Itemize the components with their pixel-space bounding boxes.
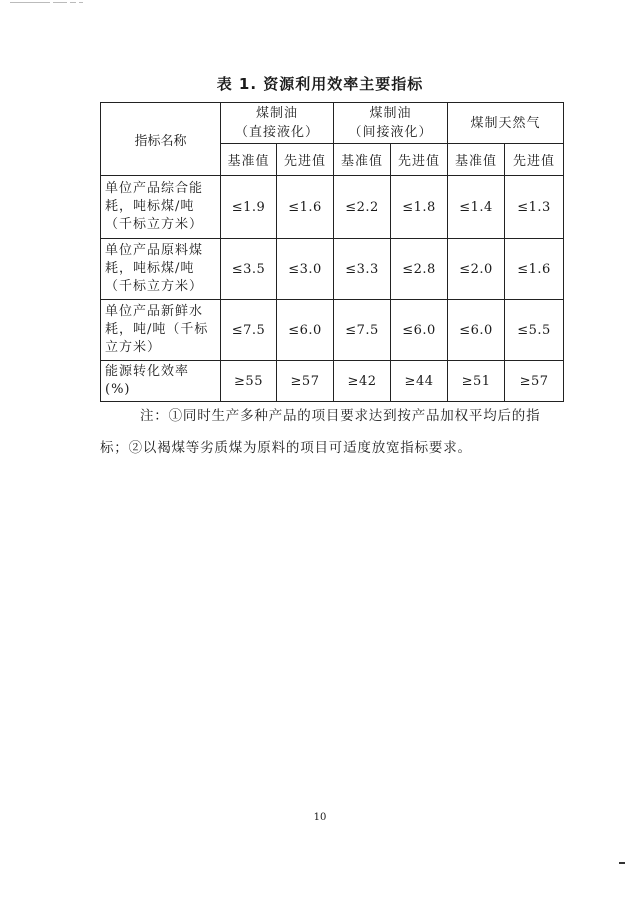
table-cell: ≤1.8 xyxy=(391,176,448,239)
table-cell: ≤2.8 xyxy=(391,239,448,300)
sub-header: 基准值 xyxy=(334,144,391,176)
table-title: 表 1. 资源利用效率主要指标 xyxy=(216,75,424,93)
table-cell: ≤7.5 xyxy=(221,300,277,361)
row-label-line: （千标立方米） xyxy=(105,217,204,232)
group-header-line2: （直接液化） xyxy=(235,125,320,140)
table-cell: ≤3.5 xyxy=(221,239,277,300)
sub-header: 基准值 xyxy=(448,144,505,176)
table-cell: ≤6.0 xyxy=(448,300,505,361)
row-label xyxy=(101,176,221,239)
table-cell: ≥57 xyxy=(277,361,334,402)
table-cell: ≤3.3 xyxy=(334,239,391,300)
group-header-line1: 煤制油 xyxy=(256,106,299,121)
table-row xyxy=(101,300,564,361)
scan-edge-mark xyxy=(10,2,100,6)
table-row xyxy=(101,361,564,402)
sub-header: 基准值 xyxy=(221,144,277,176)
table-cell: ≤1.4 xyxy=(448,176,505,239)
table-cell: ≥51 xyxy=(448,361,505,402)
table-cell: ≤2.0 xyxy=(448,239,505,300)
note-line-1: 注：①同时生产多种产品的项目要求达到按产品加权平均后的指 xyxy=(140,408,541,424)
table-cell: ≥57 xyxy=(505,361,564,402)
group-header-gas xyxy=(448,103,564,144)
scan-edge-tick xyxy=(619,862,625,864)
sub-header: 先进值 xyxy=(277,144,334,176)
row-label-line: 耗，吨/吨（千标 xyxy=(105,322,209,337)
table-cell: ≤6.0 xyxy=(391,300,448,361)
group-header-line2: （间接液化） xyxy=(348,125,433,140)
row-label xyxy=(101,239,221,300)
row-label-line: 单位产品原料煤 xyxy=(105,243,204,258)
row-label xyxy=(101,300,221,361)
table-cell: ≤3.0 xyxy=(277,239,334,300)
row-label-line: 耗，吨标煤/吨 xyxy=(105,199,195,214)
table-cell: ≤7.5 xyxy=(334,300,391,361)
group-header-direct xyxy=(221,103,334,144)
table-cell: ≤5.5 xyxy=(505,300,564,361)
sub-header: 先进值 xyxy=(391,144,448,176)
group-header-line1: 煤制天然气 xyxy=(470,115,541,131)
sub-header: 先进值 xyxy=(505,144,564,176)
page-number: 10 xyxy=(313,812,327,823)
row-label xyxy=(101,361,221,402)
group-header-line1: 煤制油 xyxy=(369,106,412,121)
table-cell: ≥44 xyxy=(391,361,448,402)
table-notes xyxy=(100,400,570,464)
row-label-line: 耗，吨标煤/吨 xyxy=(105,261,195,276)
table-cell: ≤1.3 xyxy=(505,176,564,239)
corner-header: 指标名称 xyxy=(101,103,221,176)
table-cell: ≤2.2 xyxy=(334,176,391,239)
row-label-line: 能源转化效率 xyxy=(105,364,190,379)
table-cell: ≥55 xyxy=(221,361,277,402)
table-row xyxy=(101,239,564,300)
table-cell: ≤1.9 xyxy=(221,176,277,239)
table-cell: ≤1.6 xyxy=(505,239,564,300)
table-cell: ≥42 xyxy=(334,361,391,402)
efficiency-table xyxy=(100,102,564,402)
table-cell: ≤1.6 xyxy=(277,176,334,239)
group-header-indirect xyxy=(334,103,448,144)
table-row xyxy=(101,176,564,239)
row-label-line: 单位产品新鲜水 xyxy=(105,304,204,319)
row-label-line: 立方米） xyxy=(105,340,162,355)
note-line-2: 标；②以褐煤等劣质煤为原料的项目可适度放宽指标要求。 xyxy=(100,440,472,456)
table-cell: ≤6.0 xyxy=(277,300,334,361)
row-label-line: 单位产品综合能 xyxy=(105,181,204,196)
row-label-line: （千标立方米） xyxy=(105,279,204,294)
row-label-line: (%) xyxy=(105,382,131,397)
